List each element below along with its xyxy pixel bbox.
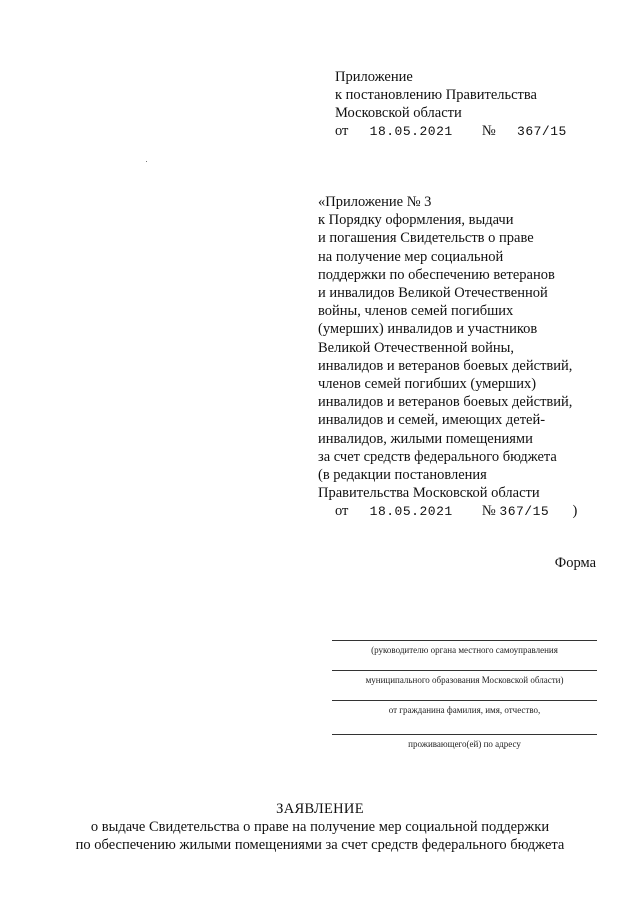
- quote-line: инвалидов, жилыми помещениями: [318, 430, 533, 447]
- quote-line: инвалидов и ветеранов боевых действий,: [318, 394, 573, 411]
- quote-number-label: №: [481, 503, 496, 520]
- quote-line: и инвалидов Великой Отечественной: [318, 285, 548, 302]
- addressee-caption-2: муниципального образования Московской области): [365, 675, 564, 685]
- addressee-line-4: [332, 734, 597, 735]
- quote-number: 367/15: [499, 504, 550, 520]
- quote-line: к Порядку оформления, выдачи: [318, 212, 514, 229]
- quote-line: войны, членов семей погибших: [318, 303, 514, 320]
- quote-line: за счет средств федерального бюджета: [318, 448, 557, 465]
- form-label: Форма: [554, 555, 596, 571]
- statement-heading: ЗАЯВЛЕНИЕ: [276, 801, 364, 817]
- appendix-title: Приложение: [335, 69, 413, 85]
- appendix-from-label: от: [335, 123, 349, 139]
- appendix-number-label: №: [481, 123, 496, 139]
- quote-line: членов семей погибших (умерших): [318, 376, 537, 393]
- quote-close-paren: ): [572, 503, 578, 520]
- appendix-date-row: [335, 122, 567, 141]
- quote-line: поддержки по обеспечению ветеранов: [318, 266, 555, 283]
- addressee-line-3: [332, 700, 597, 701]
- appendix-header: [335, 68, 567, 141]
- quote-from-label: от: [335, 503, 349, 520]
- addressee-line-2: [332, 670, 597, 671]
- scan-speck: [146, 161, 147, 162]
- quote-line: инвалидов и семей, имеющих детей-: [318, 412, 546, 429]
- quote-line: Правительства Московской области: [318, 485, 540, 502]
- quote-date-row: [318, 502, 577, 521]
- appendix-region: Московской области: [335, 105, 462, 121]
- addressee-caption-3: от гражданина фамилия, имя, отчество,: [388, 705, 541, 715]
- addressee-line-1: [332, 640, 597, 641]
- addressee-caption-1: (руководителю органа местного самоуправления: [371, 645, 558, 655]
- quote-line: (в редакции постановления: [318, 467, 487, 484]
- appendix-date: 18.05.2021: [369, 124, 453, 139]
- appendix-number: 367/15: [517, 124, 567, 139]
- quote-line: (умерших) инвалидов и участников: [318, 321, 538, 338]
- quote-line: инвалидов и ветеранов боевых действий,: [318, 357, 573, 374]
- quote-line: и погашения Свидетельств о праве: [318, 230, 534, 247]
- appendix-resolution: к постановлению Правительства: [335, 87, 537, 103]
- statement-subtitle-1: о выдаче Свидетельства о праве на получение мер социальной поддержки: [90, 819, 550, 835]
- quote-line: Великой Отечественной войны,: [318, 339, 515, 356]
- statement-subtitle-2: по обеспечению жилыми помещениями за счет средств федерального бюджета: [75, 837, 565, 853]
- addressee-caption-4: проживающего(ей) по адресу: [408, 739, 521, 749]
- quote-line: на получение мер социальной: [318, 248, 504, 265]
- quote-line: «Приложение № 3: [318, 194, 432, 210]
- quoted-appendix: [318, 193, 577, 522]
- statement-title-block: [0, 800, 640, 854]
- quote-date: 18.05.2021: [369, 504, 453, 520]
